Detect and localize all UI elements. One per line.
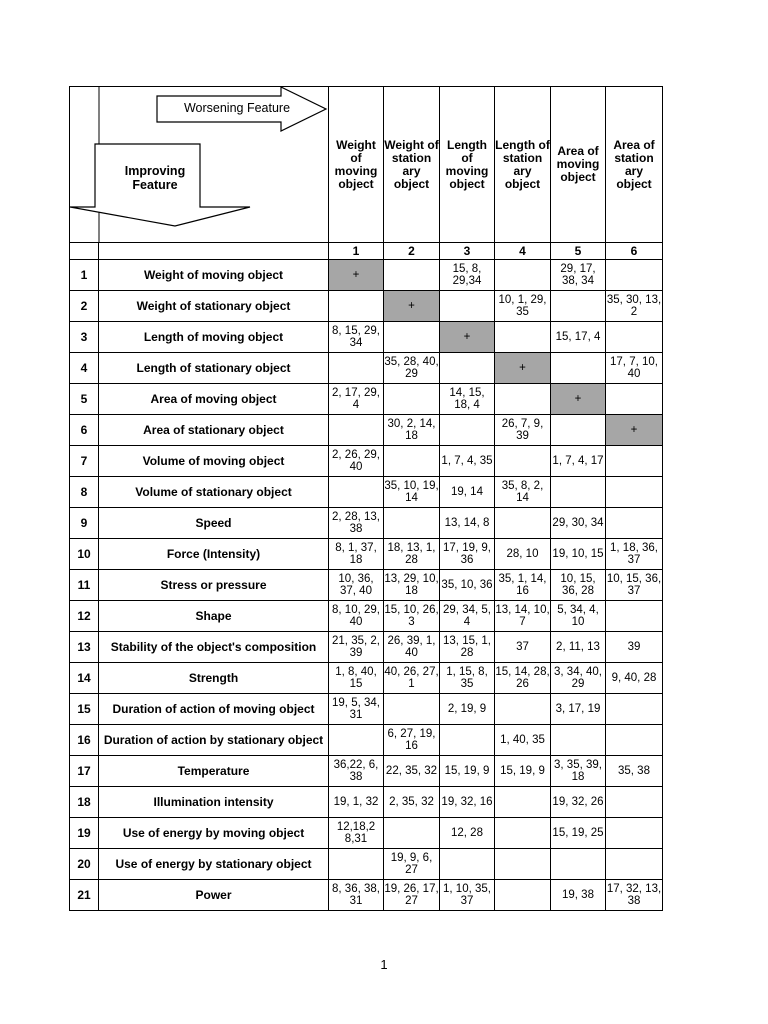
row-number: 6 [70,415,99,446]
table-row [70,632,663,663]
row-feature-name: Weight of moving object [99,260,329,291]
principle-cell: 26, 7, 9, 39 [495,415,551,446]
principle-cell: 10, 15, 36, 37 [606,570,663,601]
principle-cell: 19, 32, 16 [440,787,495,818]
principle-cell [329,291,384,322]
principle-cell [384,508,440,539]
table-row [70,818,663,849]
principle-cell [329,477,384,508]
principle-cell [551,477,606,508]
principle-cell: 10, 15, 36, 28 [551,570,606,601]
row-number: 17 [70,756,99,787]
row-feature-name: Use of energy by stationary object [99,849,329,880]
row-number: 5 [70,384,99,415]
principle-cell [384,384,440,415]
table-row [70,508,663,539]
column-header: Weight of station ary object [384,87,440,243]
row-feature-name: Stability of the object's composition [99,632,329,663]
principle-cell [440,353,495,384]
row-number: 9 [70,508,99,539]
row-feature-name: Area of moving object [99,384,329,415]
principle-cell [495,446,551,477]
diagonal-cell: + [551,384,606,415]
principle-cell: 2, 26, 29, 40 [329,446,384,477]
principle-cell: 35, 38 [606,756,663,787]
row-number: 16 [70,725,99,756]
principle-cell [495,260,551,291]
feature-corner [70,87,329,243]
row-number: 2 [70,291,99,322]
column-header-row [70,87,663,243]
column-number: 4 [495,243,551,260]
row-number: 4 [70,353,99,384]
principle-cell: 36,22, 6, 38 [329,756,384,787]
blank-cell [70,243,99,260]
column-number: 1 [329,243,384,260]
principle-cell: 12,18,2 8,31 [329,818,384,849]
principle-cell: 15, 19, 25 [551,818,606,849]
principle-cell: 15, 8, 29,34 [440,260,495,291]
diagonal-cell: + [329,260,384,291]
row-number: 3 [70,322,99,353]
row-feature-name: Strength [99,663,329,694]
principle-cell [551,353,606,384]
principle-cell [495,384,551,415]
principle-cell: 3, 35, 39, 18 [551,756,606,787]
principle-cell: 15, 17, 4 [551,322,606,353]
principle-cell: 13, 29, 10, 18 [384,570,440,601]
column-number-row [70,243,663,260]
row-feature-name: Volume of moving object [99,446,329,477]
table-row [70,570,663,601]
principle-cell: 17, 7, 10, 40 [606,353,663,384]
row-number: 10 [70,539,99,570]
row-number: 19 [70,818,99,849]
principle-cell [606,260,663,291]
principle-cell: 2, 19, 9 [440,694,495,725]
row-number: 8 [70,477,99,508]
principle-cell: 17, 19, 9, 36 [440,539,495,570]
principle-cell [606,477,663,508]
blank-cell [99,243,329,260]
row-feature-name: Force (Intensity) [99,539,329,570]
principle-cell [551,415,606,446]
principle-cell [551,849,606,880]
principle-cell [606,322,663,353]
column-header: Length of station ary object [495,87,551,243]
principle-cell [495,880,551,911]
table-row [70,663,663,694]
row-feature-name: Length of stationary object [99,353,329,384]
improving-feature-label: Improving Feature [124,164,186,192]
principle-cell: 15, 10, 26, 3 [384,601,440,632]
principle-cell [606,601,663,632]
principle-cell: 22, 35, 32 [384,756,440,787]
row-number: 7 [70,446,99,477]
principle-cell: 15, 14, 28, 26 [495,663,551,694]
table-row [70,756,663,787]
principle-cell [384,260,440,291]
principle-cell [440,849,495,880]
principle-cell: 35, 10, 19, 14 [384,477,440,508]
principle-cell: 29, 17, 38, 34 [551,260,606,291]
row-feature-name: Stress or pressure [99,570,329,601]
principle-cell [495,508,551,539]
column-header: Area of station ary object [606,87,663,243]
principle-cell [495,322,551,353]
row-number: 15 [70,694,99,725]
table-row [70,725,663,756]
table-row [70,787,663,818]
principle-cell [606,818,663,849]
principle-cell [606,694,663,725]
principle-cell [329,353,384,384]
table-row [70,260,663,291]
principle-cell: 37 [495,632,551,663]
principle-cell: 17, 32, 13, 38 [606,880,663,911]
principle-cell [384,818,440,849]
principle-cell [329,415,384,446]
principle-cell [495,787,551,818]
diagonal-cell: + [384,291,440,322]
principle-cell: 6, 27, 19, 16 [384,725,440,756]
row-feature-name: Length of moving object [99,322,329,353]
principle-cell: 1, 18, 36, 37 [606,539,663,570]
principle-cell: 1, 15, 8, 35 [440,663,495,694]
principle-cell [606,725,663,756]
column-header: Weight of moving object [329,87,384,243]
row-feature-name: Duration of action of moving object [99,694,329,725]
principle-cell: 39 [606,632,663,663]
principle-cell: 15, 19, 9 [495,756,551,787]
principle-cell: 8, 36, 38, 31 [329,880,384,911]
principle-cell: 29, 34, 5, 4 [440,601,495,632]
principle-cell: 5, 34, 4, 10 [551,601,606,632]
row-number: 13 [70,632,99,663]
worsening-feature-label: Worsening Feature [183,101,291,115]
principle-cell: 9, 40, 28 [606,663,663,694]
principle-cell: 19, 26, 17, 27 [384,880,440,911]
principle-cell: 40, 26, 27, 1 [384,663,440,694]
principle-cell: 2, 11, 13 [551,632,606,663]
principle-cell [384,446,440,477]
principle-cell: 8, 10, 29, 40 [329,601,384,632]
row-number: 14 [70,663,99,694]
diagonal-cell: + [440,322,495,353]
column-header: Length of moving object [440,87,495,243]
table-row [70,477,663,508]
principle-cell: 8, 1, 37, 18 [329,539,384,570]
principle-cell: 21, 35, 2, 39 [329,632,384,663]
principle-cell: 19, 5, 34, 31 [329,694,384,725]
table-row [70,849,663,880]
page-number: 1 [380,957,388,972]
row-feature-name: Temperature [99,756,329,787]
row-number: 20 [70,849,99,880]
column-number: 2 [384,243,440,260]
principle-cell: 14, 15, 18, 4 [440,384,495,415]
principle-cell: 15, 19, 9 [440,756,495,787]
principle-cell: 35, 1, 14, 16 [495,570,551,601]
principle-cell: 19, 9, 6, 27 [384,849,440,880]
principle-cell: 12, 28 [440,818,495,849]
principle-cell [606,384,663,415]
principle-cell: 35, 8, 2, 14 [495,477,551,508]
principle-cell [440,291,495,322]
row-number: 18 [70,787,99,818]
principle-cell [440,725,495,756]
principle-cell [384,694,440,725]
principle-cell: 1, 7, 4, 35 [440,446,495,477]
row-number: 21 [70,880,99,911]
principle-cell: 19, 14 [440,477,495,508]
principle-cell: 3, 34, 40, 29 [551,663,606,694]
principle-cell [551,725,606,756]
principle-cell [329,725,384,756]
column-number: 5 [551,243,606,260]
row-feature-name: Duration of action by stationary object [99,725,329,756]
principle-cell: 2, 28, 13, 38 [329,508,384,539]
row-feature-name: Weight of stationary object [99,291,329,322]
principle-cell: 13, 15, 1, 28 [440,632,495,663]
principle-cell: 1, 10, 35, 37 [440,880,495,911]
principle-cell: 2, 35, 32 [384,787,440,818]
table-row [70,415,663,446]
row-feature-name: Illumination intensity [99,787,329,818]
row-feature-name: Use of energy by moving object [99,818,329,849]
principle-cell: 1, 40, 35 [495,725,551,756]
table-row [70,353,663,384]
row-feature-name: Shape [99,601,329,632]
contradiction-matrix [69,86,663,911]
principle-cell: 19, 38 [551,880,606,911]
table-row [70,880,663,911]
principle-cell: 1, 8, 40, 15 [329,663,384,694]
principle-cell: 29, 30, 34 [551,508,606,539]
principle-cell: 13, 14, 10, 7 [495,601,551,632]
principle-cell [384,322,440,353]
row-feature-name: Area of stationary object [99,415,329,446]
column-number: 3 [440,243,495,260]
principle-cell [440,415,495,446]
principle-cell: 13, 14, 8 [440,508,495,539]
principle-cell: 18, 13, 1, 28 [384,539,440,570]
principle-cell [329,849,384,880]
principle-cell: 26, 39, 1, 40 [384,632,440,663]
principle-cell [551,291,606,322]
table-row [70,694,663,725]
row-number: 11 [70,570,99,601]
principle-cell: 28, 10 [495,539,551,570]
principle-cell [606,446,663,477]
principle-cell: 19, 32, 26 [551,787,606,818]
principle-cell: 10, 1, 29, 35 [495,291,551,322]
principle-cell: 35, 10, 36 [440,570,495,601]
principle-cell: 2, 17, 29, 4 [329,384,384,415]
table-row [70,446,663,477]
principle-cell [495,818,551,849]
principle-cell: 35, 30, 13, 2 [606,291,663,322]
row-feature-name: Speed [99,508,329,539]
diagonal-cell: + [606,415,663,446]
principle-cell: 10, 36, 37, 40 [329,570,384,601]
principle-cell: 19, 1, 32 [329,787,384,818]
diagonal-cell: + [495,353,551,384]
principle-cell [495,849,551,880]
principle-cell [495,694,551,725]
table-row [70,601,663,632]
column-header: Area of moving object [551,87,606,243]
row-number: 12 [70,601,99,632]
principle-cell [606,508,663,539]
table-row [70,384,663,415]
row-feature-name: Volume of stationary object [99,477,329,508]
principle-cell: 1, 7, 4, 17 [551,446,606,477]
row-number: 1 [70,260,99,291]
principle-cell: 30, 2, 14, 18 [384,415,440,446]
table-row [70,322,663,353]
principle-cell: 8, 15, 29, 34 [329,322,384,353]
column-number: 6 [606,243,663,260]
principle-cell: 19, 10, 15 [551,539,606,570]
principle-cell [606,787,663,818]
row-feature-name: Power [99,880,329,911]
principle-cell: 3, 17, 19 [551,694,606,725]
table-row [70,539,663,570]
principle-cell [606,849,663,880]
table-row [70,291,663,322]
principle-cell: 35, 28, 40, 29 [384,353,440,384]
